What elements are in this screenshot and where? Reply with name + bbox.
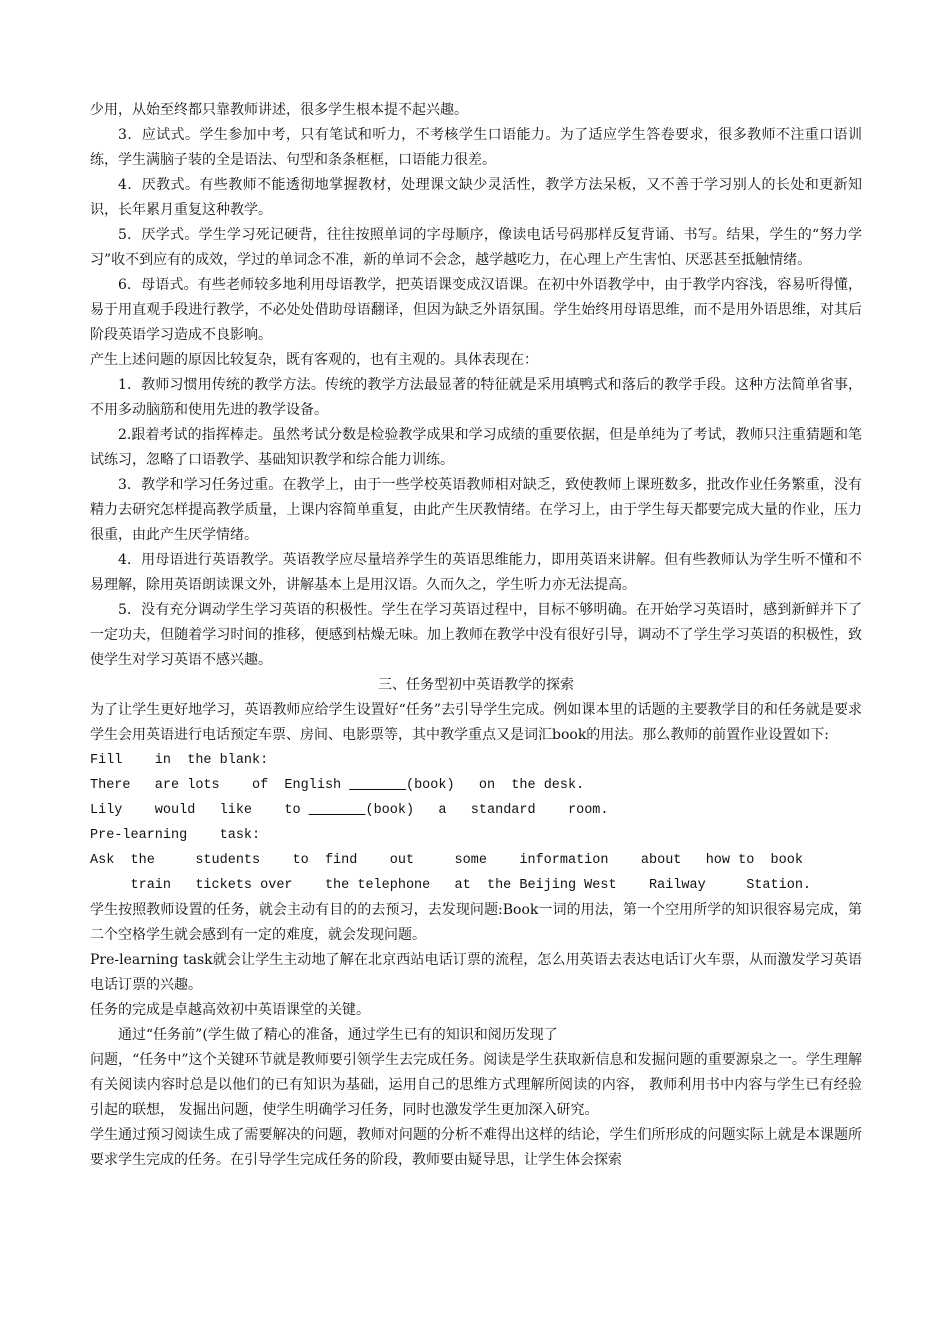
line-text: 通过“任务前”(学生做了精心的准备，通过学生已有的知识和阅历发现了	[118, 1027, 558, 1043]
line-text: 1．教师习惯用传统的教学方法。传统的教学方法最显著的特征就是采用填鸭式和落后的教学手段。这种方法简单省事，不用多动脑筋和使用先进的教学设备。	[90, 377, 862, 418]
line-text: 2.跟着考试的指挥棒走。虽然考试分数是检验教学成果和学习成绩的重要依据，但是单纯为了考试，教师只注重猜题和笔试练习，忽略了口语教学、基础知识教学和综合能力训练。	[90, 427, 862, 468]
line-text: 少用，从始至终都只靠教师讲述，很多学生根本提不起兴趣。	[90, 102, 468, 118]
line-text: 4．用母语进行英语教学。英语教学应尽量培养学生的英语思维能力，即用英语来讲解。但有些教师认为学生听不懂和不易理解，除用英语朗读课文外，讲解基本上是用汉语。久而久之，学生听力亦无法提高。	[90, 552, 862, 593]
text-line	[90, 998, 862, 1023]
fill-blank: _______	[308, 803, 366, 818]
text-line	[90, 1023, 862, 1048]
document-page	[90, 98, 862, 1173]
text-line	[90, 1123, 862, 1173]
line-text: There are lots of English	[90, 778, 342, 793]
line-text: 产生上述问题的原因比较复杂，既有客观的，也有主观的。具体表现在：	[90, 352, 538, 368]
line-text: Lily would like to	[90, 803, 301, 818]
text-line	[90, 848, 862, 873]
line-text: 5．厌学式。学生学习死记硬背，往往按照单词的字母顺序，像读电话号码那样反复背诵、书写。结果，学生的“努力学习”收不到应有的成效，学过的单词念不准，新的单词不会念，越学越吃力，在心理上产生害怕、厌恶甚至抵触情绪。	[90, 227, 862, 268]
text-line	[90, 123, 862, 173]
line-text: 6．母语式。有些老师较多地利用母语教学，把英语课变成汉语课。在初中外语教学中，由于教学内容浅，容易听得懂，易于用直观手段进行教学，不必处处借助母语翻译，但因为缺乏外语氛围。学生始终用母语思维，而不是用外语思维，对其后阶段英语学习造成不良影响。	[90, 277, 862, 343]
text-line	[90, 223, 862, 273]
text-line	[90, 273, 862, 348]
text-line	[90, 898, 862, 948]
text-line	[90, 348, 862, 373]
text-line	[90, 598, 862, 673]
line-text-after-blank: (book) on the desk.	[405, 778, 585, 793]
line-text: 为了让学生更好地学习，英语教师应给学生设置好“任务”去引导学生完成。例如课本里的话题的主要教学目的和任务就是要求学生会用英语进行电话预定车票、房间、电影票等，其中教学重点又是词汇book的用法。那么教师的前置作业设置如下:	[90, 702, 862, 743]
text-line	[90, 798, 862, 823]
line-text: 4．厌教式。有些教师不能透彻地掌握教材，处理课文缺少灵活性，教学方法呆板，又不善于学习别人的长处和更新知识，长年累月重复这种教学。	[90, 177, 862, 218]
text-line	[90, 473, 862, 548]
line-text: 任务的完成是卓越高效初中英语课堂的关键。	[90, 1002, 370, 1018]
line-text: Pre-learning task:	[90, 828, 261, 843]
text-line	[90, 773, 862, 798]
text-line	[90, 673, 862, 698]
text-line	[90, 98, 862, 123]
text-line	[90, 873, 862, 898]
text-line	[90, 1048, 862, 1123]
text-line	[90, 423, 862, 473]
line-text: train tickets over the telephone at the Beijing West Railway Station.	[90, 878, 812, 893]
text-line	[90, 373, 862, 423]
fill-blank: _______	[349, 778, 406, 793]
line-text: 三、任务型初中英语教学的探索	[378, 677, 574, 693]
line-text: Pre-learning task就会让学生主动地了解在北京西站电话订票的流程，怎么用英语去表达电话订火车票，从而激发学习英语电话订票的兴趣。	[90, 952, 862, 993]
line-text: 3．教学和学习任务过重。在教学上，由于一些学校英语教师相对缺乏，致使教师上课班数多，批改作业任务繁重，没有精力去研究怎样提高教学质量，上课内容简单重复，由此产生厌教情绪。在学习上，由于学生每天都要完成大量的作业，压力很重，由此产生厌学情绪。	[90, 477, 862, 543]
text-line	[90, 173, 862, 223]
line-text: Ask the students to find out some information about how to book	[90, 853, 803, 868]
text-line	[90, 948, 862, 998]
line-text-after-blank: (book) a standard room.	[365, 803, 609, 818]
line-text: 5．没有充分调动学生学习英语的积极性。学生在学习英语过程中，目标不够明确。在开始学习英语时，感到新鲜并下了一定功夫，但随着学习时间的推移，便感到枯燥无味。加上教师在教学中没有很好引导，调动不了学生学习英语的积极性，致使学生对学习英语不感兴趣。	[90, 602, 862, 668]
line-text: Fill in the blank:	[90, 753, 269, 768]
line-text: 问题，“任务中”这个关键环节就是教师要引领学生去完成任务。阅读是学生获取新信息和发掘问题的重要源泉之一。学生理解有关阅读内容时总是以他们的已有知识为基础，运用自己的思维方式理解所阅读的内容， 教师利用书中内容与学生已有经验引起的联想， 发掘出问题，使学生明确学习任务，同时也激发学生更加深入研究。	[90, 1052, 862, 1118]
text-line	[90, 548, 862, 598]
text-line	[90, 698, 862, 748]
line-text: 3．应试式。学生参加中考，只有笔试和听力，不考核学生口语能力。为了适应学生答卷要求，很多教师不注重口语训练，学生满脑子装的全是语法、句型和条条框框，口语能力很差。	[90, 127, 862, 168]
line-text: 学生按照教师设置的任务，就会主动有目的的去预习，去发现问题:Book一词的用法，第一个空用所学的知识很容易完成，第二个空格学生就会感到有一定的难度，就会发现问题。	[90, 902, 862, 943]
text-line	[90, 748, 862, 773]
line-text: 学生通过预习阅读生成了需要解决的问题，教师对问题的分析不难得出这样的结论，学生们所形成的问题实际上就是本课题所要求学生完成的任务。在引导学生完成任务的阶段，教师要由疑导思，让学生体会探索	[90, 1127, 862, 1168]
text-line	[90, 823, 862, 848]
